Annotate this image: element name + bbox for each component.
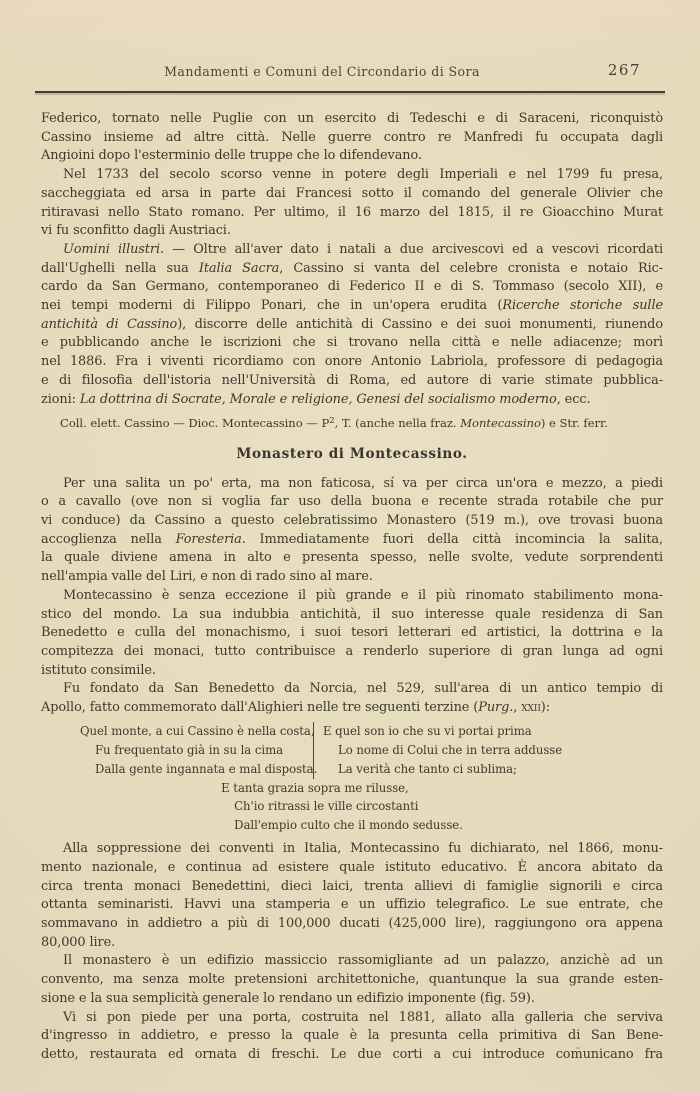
text-segment: Nel 1733 del secolo scorso venne in potere degli Imperiali e nel 1799 fu presa, xyxy=(63,167,663,183)
text-line xyxy=(60,412,663,433)
verse-line: Dall'empio culto che il mondo sedusse. xyxy=(234,818,463,833)
text-segment: , xyxy=(513,700,522,716)
text-line xyxy=(41,391,663,410)
text-segment: Angioini dopo l'esterminio delle truppe che lo difendevano. xyxy=(41,148,422,164)
text-line xyxy=(41,1046,663,1065)
paragraph xyxy=(41,587,663,681)
text-line xyxy=(41,512,663,531)
paragraph xyxy=(41,1009,663,1065)
text-line xyxy=(41,166,663,185)
text-segment: , T. (anche nella fraz. xyxy=(334,416,461,431)
text-segment: la quale diviene amena in alto e presenta spesso, nelle svolte, vedute sorprendenti xyxy=(41,550,663,566)
text-line xyxy=(41,840,663,859)
text-line xyxy=(41,353,663,372)
verse-line: Dalla gente ingannata e mal disposta. xyxy=(95,761,318,776)
text-line xyxy=(41,316,663,335)
text-segment: nell'ampia valle del Liri, e non di rado sino al mare. xyxy=(41,569,373,585)
text-segment: accoglienza nella xyxy=(41,531,176,547)
text-segment: antichità di Cassino xyxy=(41,316,178,332)
verse-line: Ch'io ritrassi le ville circostanti xyxy=(234,799,419,814)
verse-line: Lo nome di Colui che in terra addusse xyxy=(338,742,563,757)
paragraph xyxy=(41,952,663,1008)
text-line xyxy=(41,531,663,550)
tercet-center xyxy=(221,779,463,836)
text-line xyxy=(41,915,663,934)
text-line xyxy=(41,643,663,662)
text-segment: ): xyxy=(540,700,550,716)
text-segment: Cassino insieme ad altre città. Nelle guerre contro re Manfredi fu occupata dagli xyxy=(41,129,663,145)
text-segment: sommavano in addietro a più di 100,000 ducati (425,000 lire), raggiungono ora appena xyxy=(41,916,663,932)
text-segment: e di filosofia dell'istoria nell'Università di Roma, ed autore di varie stimate pubblica- xyxy=(41,372,663,388)
text-line xyxy=(41,372,663,391)
text-segment: e pubblicando anche le iscrizioni che si trovano nella città e nelle adiacenze; morì xyxy=(41,335,663,351)
text-line xyxy=(41,278,663,297)
verse-line: La verità che tanto ci sublima; xyxy=(338,761,517,776)
tercet-right xyxy=(314,722,562,779)
text-line xyxy=(41,129,663,148)
text-segment: , Cassino si vanta del celebre cronista e notaio Ric- xyxy=(279,260,663,276)
text-line xyxy=(41,971,663,990)
verse-line: Fu frequentato già in su la cima xyxy=(95,742,284,757)
text-segment: 2 xyxy=(329,416,335,427)
text-line xyxy=(41,549,663,568)
text-segment: Per una salita un po' erta, ma non faticosa, sí va per circa un'ora e mezzo, a piedi xyxy=(63,475,663,491)
paragraph xyxy=(41,166,663,241)
text-line xyxy=(41,185,663,204)
text-segment: zioni: xyxy=(41,391,80,407)
text-line xyxy=(41,878,663,897)
text-line xyxy=(41,680,663,699)
text-line xyxy=(41,624,663,643)
text-segment: Vi si pon piede per una porta, costruita nel 1881, allato alla galleria che serviva xyxy=(63,1009,663,1025)
text-segment: circa trenta monaci Benedettini, dieci laici, trenta allievi di famiglie signorili e circa xyxy=(41,878,663,894)
text-segment: convento, ma senza molte pretensioni architettoniche, quantunque la sua grande esten- xyxy=(41,972,663,988)
text-line xyxy=(41,260,663,279)
text-line xyxy=(41,241,663,260)
text-segment: Italia Sacra xyxy=(198,260,280,276)
text-segment: Federico, tornato nelle Puglie con un esercito di Tedeschi e di Saraceni, riconquistò xyxy=(41,111,663,126)
registry-line xyxy=(41,412,663,433)
text-segment: dall'Ughelli nella sua xyxy=(41,260,199,276)
text-segment: cardo da San Germano, contemporaneo di Federico II e di S. Tommaso (secolo XII), e xyxy=(41,279,663,295)
text-segment: Coll. elett. Cassino — Dioc. Montecassino — P xyxy=(60,416,330,431)
paragraph xyxy=(41,840,663,952)
verse-columns xyxy=(41,722,663,779)
text-segment: Fu fondato da San Benedetto da Norcia, nel 529, sull'area di un antico tempio di xyxy=(63,681,663,697)
section-heading: Monastero di Montecassino. xyxy=(236,445,468,462)
text-segment: o a cavallo (ove non si voglia far uso della buona e recente strada rotabile che pur xyxy=(41,494,663,510)
text-segment: nel 1886. Fra i viventi ricordiamo con onore Antonio Labriola, professore di pedagogia xyxy=(41,354,663,370)
text-line xyxy=(41,934,663,953)
tercet-center-wrap xyxy=(41,779,663,836)
text-segment: . Immediatamente fuori della città incomincia la salita, xyxy=(241,531,664,547)
text-segment: Apollo, fatto commemorato dall'Alighieri nelle tre seguenti terzine ( xyxy=(41,700,479,716)
text-segment: Il monastero è un edifizio massiccio rassomigliante ad un palazzo, anzichè ad un xyxy=(63,953,663,969)
paragraph xyxy=(41,110,663,166)
header-rule xyxy=(35,91,665,93)
text-segment: — Oltre all'aver dato i natali a due arcivescovi ed a vescovi ricordati xyxy=(163,241,663,257)
text-line xyxy=(41,204,663,223)
header-title: Mandamenti e Comuni del Circondario di Sora xyxy=(164,64,480,79)
paragraph xyxy=(41,475,663,587)
tercet-left xyxy=(80,722,318,779)
paragraph xyxy=(41,241,663,409)
text-segment: Benedetto e culla del monachismo, i suoi tesori letterari ed artistici, la dottrina e la xyxy=(41,625,663,641)
verse-line: E quel son io che su vi portai prima xyxy=(323,723,532,738)
text-line xyxy=(41,1009,663,1028)
text-segment: La dottrina di Socrate, Morale e religione, Genesi del socialismo moderno xyxy=(79,391,557,407)
text-segment: , ecc. xyxy=(556,391,591,407)
text-line xyxy=(41,662,663,681)
text-line xyxy=(41,587,663,606)
text-line xyxy=(41,699,663,718)
text-line xyxy=(41,297,663,316)
text-segment: Uomini illustri. xyxy=(63,241,164,257)
text-segment: Foresteria xyxy=(175,531,242,547)
text-segment: d'ingresso in addietro, e presso la quale è la presunta cella primitiva di San Bene- xyxy=(41,1028,663,1044)
text-segment: saccheggiata ed arsa in parte dai Francesi sotto il comando del generale Olivier che xyxy=(41,185,663,201)
text-line xyxy=(41,222,663,241)
text-segment: sione e la sua semplicità generale lo rendano un edifizio imponente (fig. 59). xyxy=(41,990,535,1006)
text-segment: Purg. xyxy=(478,700,514,716)
page-number: 267 xyxy=(607,61,641,79)
text-line xyxy=(41,334,663,353)
text-segment: ), discorre delle antichità di Cassino e dei suoi monumenti, riunendo xyxy=(177,316,663,332)
text-line xyxy=(41,859,663,878)
verse-line: Quel monte, a cui Cassino è nella costa, xyxy=(80,723,315,738)
text-segment: ottanta seminaristi. Havvi una stamperia e un uffizio telegrafico. Le sue entrate, che xyxy=(41,897,663,913)
verse-line: E tanta grazia sopra me rilusse, xyxy=(221,780,409,795)
text-segment: 80,000 lire. xyxy=(41,934,116,950)
text-segment: nei tempi moderni di Filippo Ponari, che in un'opera erudita ( xyxy=(41,298,503,314)
text-segment: compitezza dei monaci, tutto contribuisce a renderlo superiore di gran lunga ad ogni xyxy=(41,643,663,659)
text-segment: vi fu sconfitto dagli Austriaci. xyxy=(41,223,231,239)
text-line xyxy=(41,952,663,971)
text-line xyxy=(41,475,663,494)
paragraph xyxy=(41,680,663,717)
text-line xyxy=(41,606,663,625)
text-segment: detto, restaurata ed ornata di freschi. Le due corti a cui introduce comunicano fra xyxy=(41,1046,663,1062)
text-line xyxy=(41,493,663,512)
text-line xyxy=(41,990,663,1009)
text-segment: Ricerche storiche sulle xyxy=(502,298,663,314)
text-segment: Montecassino è senza eccezione il più grande e il più rinomato stabilimento mona- xyxy=(63,587,663,603)
text-segment: stico del mondo. La sua indubbia antichità, il suo interesse quale residenza di San xyxy=(41,606,663,622)
text-line xyxy=(41,568,663,587)
text-segment: ) e Str. ferr. xyxy=(540,416,608,431)
text-segment: ritiravasi nello Stato romano. Per ultimo, il 16 marzo del 1815, il re Gioacchino Murat xyxy=(41,204,663,220)
running-header xyxy=(41,61,663,86)
text-segment: istituto consimile. xyxy=(41,662,156,678)
text-segment: Alla soppressione dei conventi in Italia, Montecassino fu dichiarato, nel 1866, monu- xyxy=(63,841,663,857)
text-column xyxy=(41,110,663,1065)
verse-block xyxy=(41,722,663,835)
text-segment: xxii xyxy=(521,700,541,716)
text-line xyxy=(41,110,663,129)
text-segment: vi conduce) da Cassino a questo celebratissimo Monastero (519 m.), ove trovasi buona xyxy=(41,513,663,529)
text-segment: Montecassino xyxy=(460,416,541,431)
text-line xyxy=(41,896,663,915)
text-line xyxy=(41,1027,663,1046)
text-segment: mento nazionale, e continua ad esistere quale istituto educativo. È ancora abitato da xyxy=(41,859,663,875)
paper-speck xyxy=(576,1047,580,1049)
text-line xyxy=(41,147,663,166)
